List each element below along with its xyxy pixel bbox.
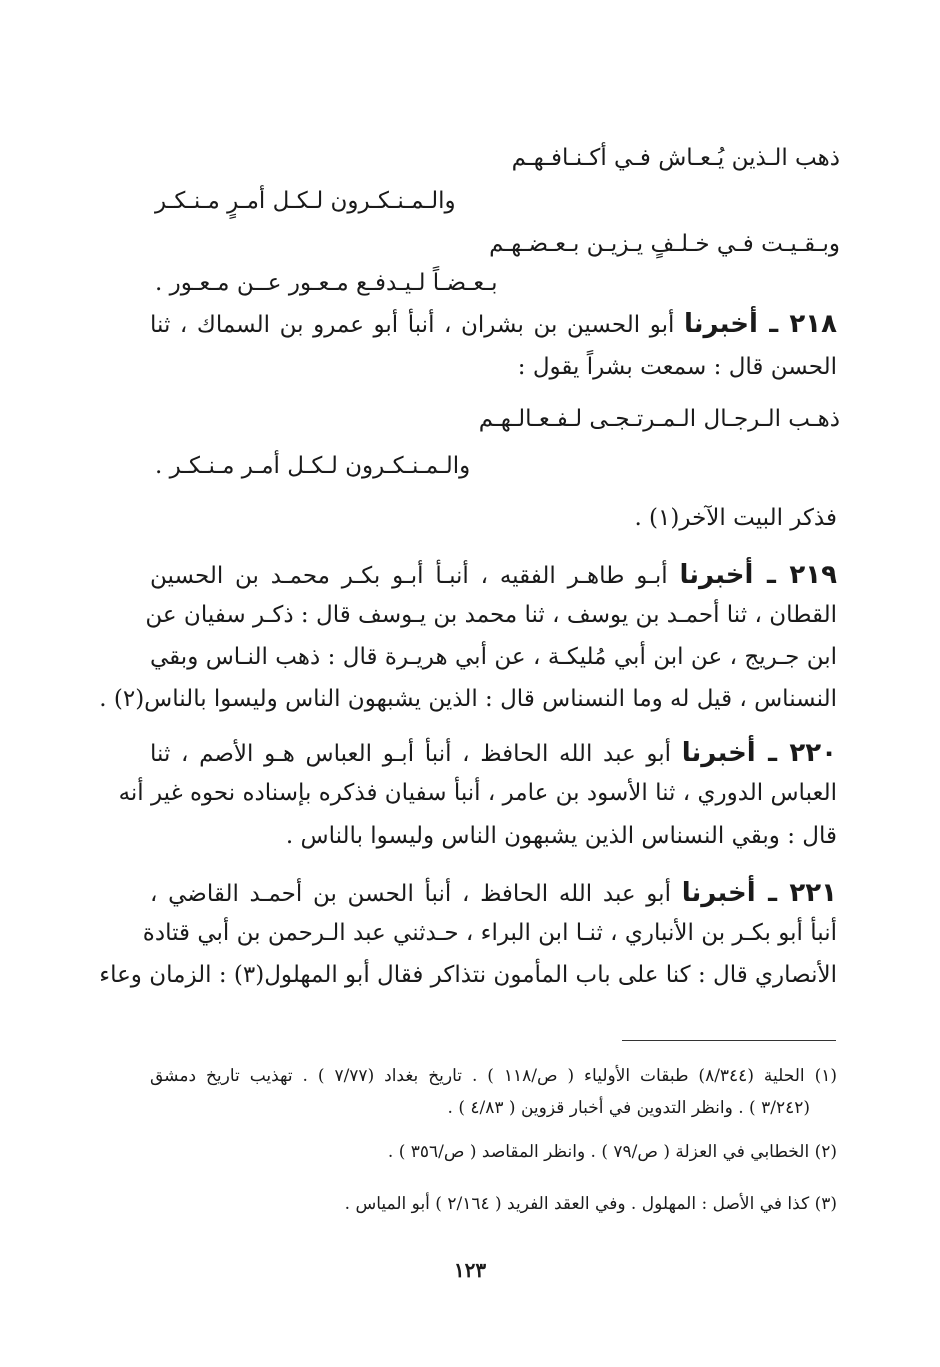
hadith-text: قال : وبقي النسناس الذين يشبهون الناس وليسوا بالناس . <box>285 823 837 849</box>
hadith-number: ٢٢١ ـ أخبرنا <box>681 878 838 908</box>
hadith-text: العباس الدوري ، ثنا الأسود بن عامر ، أنبأ سفيان فذكره بإسناده نحوه غير أنه <box>118 780 837 806</box>
entry-221-first-line <box>150 880 837 906</box>
entry-218-first-line <box>150 311 837 337</box>
hadith-text: أبو عبد الله الحافظ ، أنبأ الحسن بن أحمـد القاضي ، <box>150 881 671 907</box>
note-line: فذكر البيت الآخر(١) . <box>634 505 837 531</box>
footnote-1: (١) الحلية (٨/٣٤٤) طبقات الأولياء ( ص/١١٨ ) . تاريخ بغداد (٧/٧٧ ) . تهذيب تاريخ دمشق <box>150 1066 837 1086</box>
verse-line: بـعـضـاً لـيـدفـع مـعـور عــن مـعـور . <box>155 270 498 296</box>
footnote-3: (٣) كذا في الأصل : المهلول . وفي العقد الفريد ( ٢/١٦٤ ) أبو المياس . <box>344 1194 837 1214</box>
hadith-text: الأنصاري قال : كنا على باب المأمون نتذاكر فقال أبو المهلول(٣) : الزمان وعاء <box>99 962 837 988</box>
verse-line: وبـقـيـت فـي خـلـفٍ يـزيـن بـعـضـهـم <box>489 231 840 257</box>
hadith-number: ٢٢٠ ـ أخبرنا <box>681 738 838 768</box>
hadith-text: النسناس ، قيل له وما النسناس قال : الذين يشبهون الناس وليسوا بالناس(٢) . <box>99 686 837 712</box>
hadith-text: أبـو طاهـر الفقيه ، أنبـأ أبـو بكـر محمـد بن الحسين <box>150 563 668 589</box>
hadith-number: ٢١٨ ـ أخبرنا <box>683 309 837 339</box>
verse-line: والـمـنـكـرون لـكـل أمـر مـنـكـر . <box>155 453 471 479</box>
entry-220-first-line <box>150 740 837 766</box>
hadith-text: أنبأ أبو بكـر بن الأنباري ، ثنـا ابن البراء ، حـدثني عبد الـرحمن بن أبي قتادة <box>142 920 837 946</box>
entry-219-first-line <box>150 562 837 588</box>
verse-line: ذهب الـذين يُـعـاش فـي أكـنـافـهـم <box>511 145 840 171</box>
hadith-number: ٢١٩ ـ أخبرنا <box>679 560 838 590</box>
page-number: ١٢٣ <box>453 1258 487 1282</box>
verse-line: والـمـنـكـرون لـكـل أمـرٍ مـنـكـر <box>155 188 456 214</box>
hadith-text: الحسن قال : سمعت بشراً يقول : <box>517 354 837 380</box>
footnote-2: (٢) الخطابي في العزلة ( ص/٧٩ ) . وانظر المقاصد ( ص/٣٥٦ ) . <box>387 1142 837 1162</box>
verse-line: ذهـب الـرجـال الـمـرتـجـى لـفـعـالـهـم <box>478 406 840 432</box>
hadith-text: القطان ، ثنا أحمـد بن يوسف ، ثنا محمد بن يـوسف قال : ذكـر سفيان عن <box>145 602 837 628</box>
hadith-text: أبو عبد الله الحافظ ، أنبأ أبـو العباس هـو الأصم ، ثنا <box>150 741 672 767</box>
footnote-1-continued: (٣/٢٤٢ ) . وانظر التدوين في أخبار قزوين ( ٤/٨٣ ) . <box>447 1098 810 1118</box>
hadith-text: أبو الحسين بن بشران ، أنبأ أبو عمرو بن السماك ، ثنا <box>150 312 675 338</box>
footnote-separator <box>622 1040 836 1041</box>
hadith-text: ابن جـريج ، عن ابن أبي مُليكـة ، عن أبي هريـرة قال : ذهب النـاس وبقي <box>150 644 837 670</box>
